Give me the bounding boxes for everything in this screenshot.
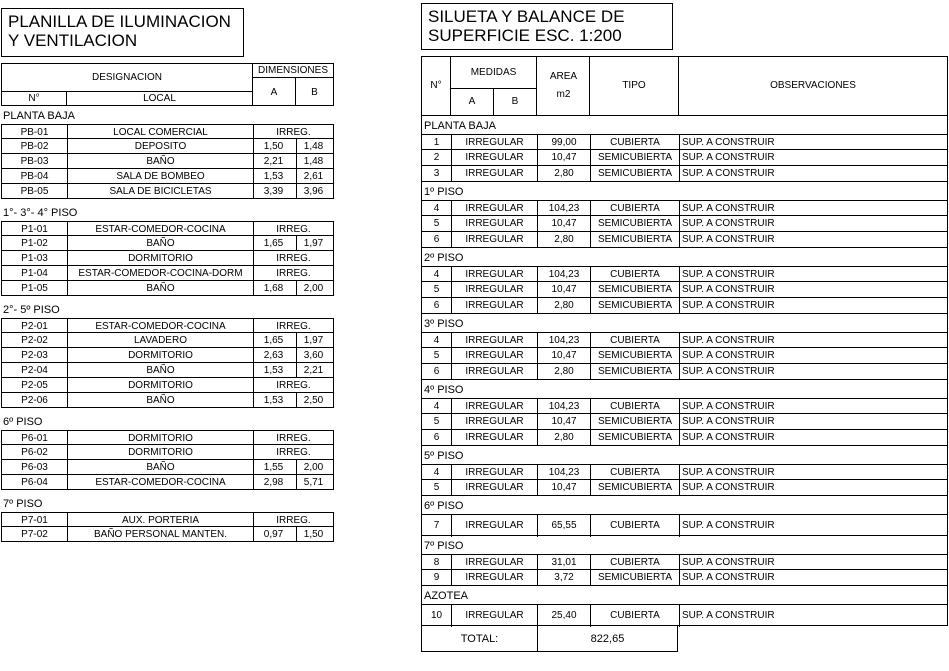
planilla-row <box>1 430 334 445</box>
row-observaciones: SUP. A CONSTRUIR <box>679 555 947 571</box>
row-num: P6-03 <box>21 462 48 473</box>
rheader-a: A <box>451 89 494 115</box>
row-num: P1-05 <box>21 283 48 294</box>
row-area: 104,23 <box>537 201 590 217</box>
row-dim-a: IRREG. <box>253 513 333 528</box>
row-tipo: SEMICUBIERTA <box>590 480 679 496</box>
row-num: PB-03 <box>20 156 49 167</box>
row-dim-a: 1,65 <box>253 236 296 251</box>
row-local: BAÑO PERSONAL MANTEN. <box>67 527 253 542</box>
row-observaciones: SUP. A CONSTRUIR <box>679 364 947 380</box>
row-local: BAÑO <box>67 393 253 408</box>
right-title-box <box>421 3 673 50</box>
planilla-row <box>1 393 334 408</box>
row-area: 65,55 <box>537 515 590 537</box>
row-num: 5 <box>433 284 440 295</box>
row-local: DORMITORIO <box>67 445 253 460</box>
row-dim-b: 2,50 <box>296 393 333 408</box>
planilla-header <box>1 63 334 106</box>
row-tipo: SEMICUBIERTA <box>590 364 679 380</box>
planilla-row <box>1 139 334 154</box>
row-tipo: SEMICUBIERTA <box>590 348 679 364</box>
planilla-section-title: 2°- 5º PISO <box>3 304 60 316</box>
row-observaciones: SUP. A CONSTRUIR <box>679 515 947 537</box>
row-dim-a: IRREG. <box>253 251 333 266</box>
row-observaciones: SUP. A CONSTRUIR <box>679 135 947 151</box>
left-title-box <box>1 8 244 57</box>
silueta-row <box>421 414 948 430</box>
planilla-row <box>1 445 334 460</box>
row-num: P1-03 <box>21 253 48 264</box>
row-dim-a: 2,63 <box>253 348 296 363</box>
row-local: BAÑO <box>67 363 253 378</box>
row-tipo: SEMICUBIERTA <box>590 298 679 314</box>
row-num: P7-01 <box>21 515 48 526</box>
silueta-section-title: 6º PISO <box>421 496 948 514</box>
row-medidas: IRREGULAR <box>451 282 537 298</box>
row-tipo: CUBIERTA <box>590 267 679 283</box>
planilla-row <box>1 236 334 251</box>
row-tipo: CUBIERTA <box>590 465 679 481</box>
row-dim-b: 5,71 <box>296 475 333 490</box>
planilla-row <box>1 460 334 475</box>
planilla-row <box>1 266 334 281</box>
row-tipo: CUBIERTA <box>590 515 679 537</box>
row-num: P2-01 <box>21 321 48 332</box>
row-area: 104,23 <box>537 333 590 349</box>
planilla-section-title: 7º PISO <box>3 498 43 510</box>
silueta-row <box>421 232 948 248</box>
row-dim-a: IRREG. <box>253 125 333 140</box>
planilla-section-title: PLANTA BAJA <box>3 110 75 122</box>
row-local: BAÑO <box>67 154 253 169</box>
row-observaciones: SUP. A CONSTRUIR <box>679 216 947 232</box>
row-medidas: IRREGULAR <box>451 399 537 415</box>
row-dim-a: IRREG. <box>253 378 333 393</box>
planilla-section-title: 6º PISO <box>3 416 43 428</box>
header-dim-b: B <box>311 87 318 98</box>
header-local: LOCAL <box>67 92 253 105</box>
header-designacion: DESIGNACION <box>2 64 253 92</box>
row-dim-a: IRREG. <box>253 266 333 281</box>
row-num: P6-04 <box>21 477 48 488</box>
silueta-section-title: 5º PISO <box>421 446 948 464</box>
row-observaciones: SUP. A CONSTRUIR <box>679 430 947 446</box>
row-area: 10,47 <box>537 414 590 430</box>
row-dim-b: 1,48 <box>296 154 333 169</box>
row-observaciones: SUP. A CONSTRUIR <box>679 232 947 248</box>
row-observaciones: SUP. A CONSTRUIR <box>679 298 947 314</box>
row-medidas: IRREGULAR <box>451 267 537 283</box>
row-num: PB-01 <box>20 127 49 138</box>
row-dim-a: 1,53 <box>253 169 296 184</box>
row-medidas: IRREGULAR <box>451 348 537 364</box>
row-medidas: IRREGULAR <box>451 333 537 349</box>
row-num: 1 <box>433 137 440 148</box>
row-medidas: IRREGULAR <box>451 150 537 166</box>
row-num: 4 <box>433 203 440 214</box>
left-title-line2: Y VENTILACION <box>8 31 138 50</box>
row-area: 104,23 <box>537 399 590 415</box>
total-label: TOTAL: <box>460 633 499 645</box>
row-num: P2-02 <box>21 335 48 346</box>
row-medidas: IRREGULAR <box>451 166 537 182</box>
row-medidas: IRREGULAR <box>451 515 537 537</box>
row-medidas: IRREGULAR <box>451 414 537 430</box>
row-num: 4 <box>433 467 440 478</box>
row-area: 31,01 <box>537 555 590 571</box>
silueta-row <box>421 332 948 348</box>
planilla-row <box>1 333 334 348</box>
row-tipo: CUBIERTA <box>590 399 679 415</box>
row-local: DORMITORIO <box>67 251 253 266</box>
row-observaciones: SUP. A CONSTRUIR <box>679 605 947 627</box>
row-num: 10 <box>430 610 443 621</box>
planilla-row <box>1 363 334 378</box>
row-dim-a: 2,98 <box>253 475 296 490</box>
row-dim-a: 1,53 <box>253 363 296 378</box>
row-num: 5 <box>433 482 440 493</box>
row-area: 3,72 <box>537 570 590 586</box>
silueta-row <box>421 554 948 570</box>
row-observaciones: SUP. A CONSTRUIR <box>679 166 947 182</box>
silueta-row <box>421 150 948 166</box>
row-local: ESTAR-COMEDOR-COCINA <box>67 319 253 334</box>
silueta-row <box>421 604 948 626</box>
row-dim-a: IRREG. <box>253 319 333 334</box>
row-num: 2 <box>433 152 440 163</box>
row-local: DEPOSITO <box>67 139 253 154</box>
planilla-section-title: 1°- 3°- 4° PISO <box>3 207 78 219</box>
total-row <box>421 626 678 652</box>
row-num: 8 <box>433 557 440 568</box>
row-area: 10,47 <box>537 282 590 298</box>
row-medidas: IRREGULAR <box>451 232 537 248</box>
row-local: SALA DE BOMBEO <box>67 169 253 184</box>
row-tipo: CUBIERTA <box>590 605 679 627</box>
row-area: 2,80 <box>537 364 590 380</box>
row-local: BAÑO <box>67 460 253 475</box>
silueta-row <box>421 464 948 480</box>
silueta-table <box>421 56 948 652</box>
planilla-row <box>1 124 334 139</box>
row-medidas: IRREGULAR <box>451 364 537 380</box>
row-num: P7-02 <box>21 529 48 540</box>
rheader-num: N° <box>422 57 451 115</box>
header-dimensiones: DIMENSIONES <box>253 64 333 78</box>
left-title-line1: PLANILLA DE ILUMINACION <box>8 12 231 31</box>
silueta-row <box>421 216 948 232</box>
silueta-row <box>421 298 948 314</box>
rheader-b: B <box>494 89 537 115</box>
row-num: 5 <box>433 350 440 361</box>
row-local: ESTAR-COMEDOR-COCINA-DORM <box>67 266 253 281</box>
row-medidas: IRREGULAR <box>451 555 537 571</box>
row-dim-a: 1,68 <box>253 281 296 296</box>
row-num: PB-05 <box>20 186 49 197</box>
planilla-row <box>1 154 334 169</box>
silueta-section-title: PLANTA BAJA <box>421 116 948 134</box>
silueta-row <box>421 348 948 364</box>
planilla-table <box>1 63 334 546</box>
row-observaciones: SUP. A CONSTRUIR <box>679 570 947 586</box>
row-dim-a: IRREG. <box>253 431 333 446</box>
row-dim-a: 2,21 <box>253 154 296 169</box>
row-observaciones: SUP. A CONSTRUIR <box>679 348 947 364</box>
row-num: 4 <box>433 335 440 346</box>
row-observaciones: SUP. A CONSTRUIR <box>679 150 947 166</box>
row-dim-a: 1,55 <box>253 460 296 475</box>
row-area: 104,23 <box>537 267 590 283</box>
row-observaciones: SUP. A CONSTRUIR <box>679 414 947 430</box>
row-tipo: CUBIERTA <box>590 201 679 217</box>
silueta-row <box>421 166 948 182</box>
row-num: P1-01 <box>21 224 48 235</box>
row-local: AUX. PORTERIA <box>67 513 253 528</box>
silueta-header <box>421 56 948 116</box>
planilla-row <box>1 348 334 363</box>
planilla-row <box>1 281 334 296</box>
row-num: 4 <box>433 401 440 412</box>
row-dim-a: 1,65 <box>253 333 296 348</box>
row-dim-b: 1,50 <box>296 527 333 542</box>
row-tipo: CUBIERTA <box>590 555 679 571</box>
rheader-area: AREA <box>549 71 578 82</box>
row-tipo: SEMICUBIERTA <box>590 414 679 430</box>
planilla-row <box>1 251 334 266</box>
row-num: 7 <box>433 520 440 531</box>
planilla-row <box>1 169 334 184</box>
row-local: BAÑO <box>67 281 253 296</box>
row-area: 2,80 <box>537 166 590 182</box>
rheader-m2: m2 <box>556 89 571 100</box>
silueta-row <box>421 200 948 216</box>
row-tipo: SEMICUBIERTA <box>590 282 679 298</box>
rheader-medidas: MEDIDAS <box>451 57 537 89</box>
row-area: 2,80 <box>537 298 590 314</box>
row-num: 6 <box>433 300 440 311</box>
row-dim-b: 1,97 <box>296 236 333 251</box>
row-dim-a: 3,39 <box>253 184 296 199</box>
row-tipo: SEMICUBIERTA <box>590 150 679 166</box>
row-dim-b: 2,61 <box>296 169 333 184</box>
silueta-row <box>421 266 948 282</box>
header-dim-a: A <box>253 78 296 105</box>
row-tipo: SEMICUBIERTA <box>590 232 679 248</box>
row-num: 5 <box>433 416 440 427</box>
silueta-row <box>421 398 948 414</box>
row-tipo: CUBIERTA <box>590 135 679 151</box>
row-num: 6 <box>433 366 440 377</box>
row-num: 4 <box>433 269 440 280</box>
silueta-row <box>421 480 948 496</box>
silueta-section-title: 7º PISO <box>421 536 948 554</box>
silueta-section-title: 1º PISO <box>421 182 948 200</box>
planilla-row <box>1 378 334 393</box>
row-observaciones: SUP. A CONSTRUIR <box>679 399 947 415</box>
planilla-row <box>1 512 334 527</box>
row-area: 10,47 <box>537 480 590 496</box>
silueta-row <box>421 514 948 536</box>
row-dim-b: 2,00 <box>296 281 333 296</box>
row-num: 5 <box>433 218 440 229</box>
right-title-line2: SUPERFICIE ESC. 1:200 <box>428 26 622 45</box>
row-local: LAVADERO <box>67 333 253 348</box>
row-area: 2,80 <box>537 232 590 248</box>
silueta-row <box>421 134 948 150</box>
row-medidas: IRREGULAR <box>451 135 537 151</box>
row-dim-b: 3,60 <box>296 348 333 363</box>
silueta-section-title: AZOTEA <box>421 586 948 604</box>
row-dim-b: 2,00 <box>296 460 333 475</box>
row-observaciones: SUP. A CONSTRUIR <box>679 282 947 298</box>
row-num: P2-06 <box>21 395 48 406</box>
row-tipo: SEMICUBIERTA <box>590 570 679 586</box>
row-num: P1-04 <box>21 268 48 279</box>
row-observaciones: SUP. A CONSTRUIR <box>679 201 947 217</box>
row-local: DORMITORIO <box>67 431 253 446</box>
row-num: P2-05 <box>21 380 48 391</box>
silueta-section-title: 3º PISO <box>421 314 948 332</box>
row-medidas: IRREGULAR <box>451 430 537 446</box>
row-local: DORMITORIO <box>67 348 253 363</box>
row-dim-b: 3,96 <box>296 184 333 199</box>
row-medidas: IRREGULAR <box>451 201 537 217</box>
planilla-row <box>1 221 334 236</box>
row-medidas: IRREGULAR <box>451 216 537 232</box>
row-dim-b: 1,48 <box>296 139 333 154</box>
row-num: PB-02 <box>20 141 49 152</box>
row-num: P2-03 <box>21 350 48 361</box>
row-tipo: CUBIERTA <box>590 333 679 349</box>
row-observaciones: SUP. A CONSTRUIR <box>679 465 947 481</box>
row-local: BAÑO <box>67 236 253 251</box>
row-observaciones: SUP. A CONSTRUIR <box>679 480 947 496</box>
row-num: 6 <box>433 432 440 443</box>
row-num: 6 <box>433 234 440 245</box>
planilla-row <box>1 184 334 199</box>
row-area: 10,47 <box>537 348 590 364</box>
row-medidas: IRREGULAR <box>451 480 537 496</box>
row-num: PB-04 <box>20 171 49 182</box>
row-local: ESTAR-COMEDOR-COCINA <box>67 475 253 490</box>
row-area: 25,40 <box>537 605 590 627</box>
row-medidas: IRREGULAR <box>451 298 537 314</box>
row-observaciones: SUP. A CONSTRUIR <box>679 267 947 283</box>
total-value: 822,65 <box>537 626 677 652</box>
row-num: 3 <box>433 168 440 179</box>
row-local: ESTAR-COMEDOR-COCINA <box>67 222 253 237</box>
row-area: 10,47 <box>537 150 590 166</box>
row-area: 10,47 <box>537 216 590 232</box>
row-dim-b: 2,21 <box>296 363 333 378</box>
rheader-tipo: TIPO <box>590 57 679 115</box>
row-num: P1-02 <box>21 238 48 249</box>
silueta-row <box>421 430 948 446</box>
row-dim-a: IRREG. <box>253 222 333 237</box>
row-medidas: IRREGULAR <box>451 570 537 586</box>
silueta-row <box>421 282 948 298</box>
row-dim-a: 1,53 <box>253 393 296 408</box>
row-tipo: SEMICUBIERTA <box>590 216 679 232</box>
planilla-row <box>1 527 334 542</box>
planilla-row <box>1 475 334 490</box>
row-local: DORMITORIO <box>67 378 253 393</box>
row-dim-a: 0,97 <box>253 527 296 542</box>
row-num: P6-01 <box>21 433 48 444</box>
silueta-row <box>421 364 948 380</box>
row-dim-a: IRREG. <box>253 445 333 460</box>
silueta-section-title: 4º PISO <box>421 380 948 398</box>
planilla-row <box>1 318 334 333</box>
row-num: 9 <box>433 572 440 583</box>
row-dim-a: 1,50 <box>253 139 296 154</box>
row-tipo: SEMICUBIERTA <box>590 166 679 182</box>
row-local: LOCAL COMERCIAL <box>67 125 253 140</box>
row-local: SALA DE BICICLETAS <box>67 184 253 199</box>
row-tipo: SEMICUBIERTA <box>590 430 679 446</box>
rheader-obs: OBSERVACIONES <box>770 80 856 91</box>
row-num: P6-02 <box>21 447 48 458</box>
right-title-line1: SILUETA Y BALANCE DE <box>428 7 625 26</box>
header-num: N° <box>2 92 67 105</box>
row-dim-b: 1,97 <box>296 333 333 348</box>
row-medidas: IRREGULAR <box>451 465 537 481</box>
row-observaciones: SUP. A CONSTRUIR <box>679 333 947 349</box>
silueta-section-title: 2º PISO <box>421 248 948 266</box>
row-num: P2-04 <box>21 365 48 376</box>
row-area: 2,80 <box>537 430 590 446</box>
silueta-row <box>421 570 948 586</box>
row-area: 99,00 <box>537 135 590 151</box>
row-area: 104,23 <box>537 465 590 481</box>
row-medidas: IRREGULAR <box>451 605 537 627</box>
